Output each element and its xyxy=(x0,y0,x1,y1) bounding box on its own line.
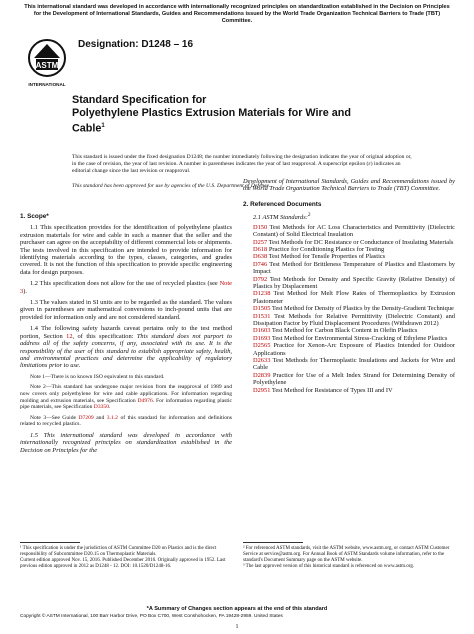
d3350-link[interactable]: D3350 xyxy=(93,404,110,411)
designation: Designation: D1248 – 16 xyxy=(78,39,194,50)
reference-code-link[interactable]: D1531 xyxy=(253,312,275,320)
footnote-2-mark: 2 xyxy=(307,212,311,219)
reference-item xyxy=(253,335,455,342)
title-line-2: Polyethylene Plastics Extrusion Materials for Wire and xyxy=(72,107,351,119)
reference-title: Test Method for Melt Flow Rates of Thermoplastics by Extrusion Plastometer xyxy=(253,290,455,305)
d4976-link[interactable]: D4976 xyxy=(137,397,153,404)
reference-item xyxy=(253,313,455,328)
scope-p2-text-b: ). xyxy=(23,287,27,295)
summary-of-changes-note: *A Summary of Changes section appears at the end of this standard xyxy=(146,606,328,612)
note-2-text-a: Note 2—This standard has undergone major revision from the reapproval of 1989 and now covers only polyethylene for wire and cable applications. For information regarding molding and extrusion materials, see Specification xyxy=(20,384,232,404)
reference-item xyxy=(253,290,455,305)
reference-title: Test Methods for AC Loss Characteristics and Permittivity (Dielectric Constant) of Solid Electrical Insulation xyxy=(253,223,456,239)
reference-item xyxy=(253,246,455,253)
title-line-3 xyxy=(72,120,432,136)
scope-p2-text-a: 1.2 This specification does not allow for the use of recycled plastics (see xyxy=(30,280,220,288)
reference-code-link[interactable]: D1603 xyxy=(253,327,272,335)
reference-item xyxy=(253,305,455,312)
d7209-link[interactable]: D7209 xyxy=(78,414,94,421)
note-3-link[interactable]: Note 3 xyxy=(20,280,232,295)
reference-item xyxy=(253,357,455,372)
reference-item xyxy=(253,276,455,291)
reference-code-link[interactable]: D1693 xyxy=(253,334,272,342)
reference-item xyxy=(253,224,455,239)
left-column xyxy=(20,205,232,458)
copyright-line: Copyright © ASTM International, 100 Barr Harbor Drive, PO Box C700, West Conshohocken, PA 19428-2959. United States xyxy=(20,614,283,619)
reference-code-link[interactable]: D1238 xyxy=(253,290,274,298)
references-heading: 2. Referenced Documents xyxy=(243,200,322,208)
safety-caveat: This standard does not purport to address all of the safety concerns, if any, associated with its use. It is the responsibility of the user of this standard to establish appropriate safety, health, and environmental practices and determine the applicability of regulatory limitations prior to use. xyxy=(20,332,232,370)
section-3-1-2-link[interactable]: 3.1.2 xyxy=(106,414,118,421)
reference-item xyxy=(253,253,455,260)
reference-item xyxy=(253,239,455,246)
reference-item xyxy=(253,261,455,276)
reference-code-link[interactable]: D2633 xyxy=(253,357,273,365)
scope-para-1-4 xyxy=(20,325,232,369)
footnote-1: ¹ This specification is under the jurisdiction of ASTM Committee D20 on Plastics and is the direct responsibility of Subcommittee D20.15 on Thermoplastic Materials. xyxy=(20,546,217,557)
logo-text: ASTM xyxy=(35,61,59,70)
note-2 xyxy=(20,384,232,410)
astm-standards-subheading xyxy=(253,212,455,222)
title-line-3-text: Cable xyxy=(72,122,102,135)
footnote-rule-left xyxy=(20,542,80,543)
reference-title: Test Method for Brittleness Temperature of Plastics and Elastomers by Impact xyxy=(253,260,456,276)
document-title xyxy=(72,94,432,136)
right-column xyxy=(243,178,455,394)
wto-continuation: Development of International Standards, Guides and Recommendations issued by the World Trade Organization Technical Barriers to Trade (TBT) Committee. xyxy=(243,178,455,193)
reference-item xyxy=(253,387,455,394)
reference-item xyxy=(253,327,455,334)
section-12-link[interactable]: 12 xyxy=(66,332,73,340)
note-2-text-b: . For information regarding plastic pipe materials, see Specification xyxy=(20,397,232,411)
astm-standards-label: 2.1 ASTM Standards: xyxy=(253,214,308,222)
reference-title: Test Method for Environmental Stress-Cracking of Ethylene Plastics xyxy=(271,334,448,342)
scope-p4-text-a: 1.4 The following safety hazards caveat pertains only to the test method portion, Section xyxy=(20,325,232,340)
reference-title: Test Method for Resistance of Types III and IV xyxy=(271,386,393,394)
astm-logo-icon xyxy=(26,36,68,92)
scope-heading: 1. Scope* xyxy=(20,213,49,220)
reference-title: Test Methods for Density and Specific Gravity (Relative Density) of Plastics by Displacement xyxy=(253,275,455,290)
reference-title: Test Methods for Relative Permittivity (Dielectric Constant) and Dissipation Factor by Fluid Displacement Procedures (Withdrawn 2012) xyxy=(253,312,455,328)
reference-title: Practice for Xenon-Arc Exposure of Plastics Intended for Outdoor Applications xyxy=(253,342,455,357)
note-3 xyxy=(20,415,232,428)
reference-title: Test Method for Carbon Black Content in Olefin Plastics xyxy=(271,327,418,335)
reference-title: Practice for Use of a Melt Index Strand for Determining Density of Polyethylene xyxy=(253,371,455,387)
note-2-text-c: . xyxy=(109,404,111,411)
note-3-text-c: of this standard for information and definitions related to recycled plastics. xyxy=(20,414,232,428)
reference-code-link[interactable]: D638 xyxy=(253,253,269,261)
reference-title: Test Methods for Thermoplastic Insulations and Jackets for Wire and Cable xyxy=(253,357,455,372)
note-3-text-b: and xyxy=(96,414,107,421)
reference-code-link[interactable]: D2565 xyxy=(253,342,274,350)
reference-code-link[interactable]: D2951 xyxy=(253,386,272,394)
reference-title: Practice for Conditioning Plastics for Testing xyxy=(268,245,385,253)
page-number: 1 xyxy=(235,624,239,630)
scope-para-1-5: 1.5 This international standard was developed in accordance with internationally recognized principles on standardization established in the Decision on Principles for the xyxy=(20,431,232,454)
reference-code-link[interactable]: D792 xyxy=(253,275,270,283)
reference-code-link[interactable]: D1505 xyxy=(253,305,272,313)
reference-code-link[interactable]: D150 xyxy=(253,223,270,231)
scope-para-1-1: 1.1 This specification provides for the identification of polyethylene plastics extrusion materials for wire and cable in such a manner that the seller and the purchaser can agree on the acceptability of different commercial lots or shipments. The tests involved in this specification are intended to provide information for identifying materials according to the types, classes, categories, and grades covered. It is not the function of this specification to provide specific engineering data for design purposes. xyxy=(20,224,232,276)
scope-para-1-2 xyxy=(20,280,232,295)
dod-approval-note: This standard has been approved for use by agencies of the U.S. Department of Defense. xyxy=(72,183,271,189)
note-1: Note 1—There is no known ISO equivalent to this standard. xyxy=(30,373,165,380)
scope-p4-text-b: , of this specification: xyxy=(72,332,137,340)
footnote-2: ² For referenced ASTM standards, visit the ASTM website, www.astm.org, or contact ASTM Customer Service at service@astm.org. For Annual Book of ASTM Standards volume information, refer to the standard's Document Summary page on the ASTM website. xyxy=(243,546,450,563)
footnote-1-edition: Current edition approved Nov. 15, 2016. Published December 2016. Originally approved in 1952. Last previous edition approved in 2012 as D1248 - 12. DOI: 10.1520/D1248-16. xyxy=(20,558,226,569)
footnotes-left xyxy=(20,546,232,570)
reference-item xyxy=(253,342,455,357)
footnote-rule-right xyxy=(243,542,303,543)
reference-code-link[interactable]: D746 xyxy=(253,260,270,268)
reference-code-link[interactable]: D257 xyxy=(253,238,269,246)
reference-code-link[interactable]: D2839 xyxy=(253,371,273,379)
title-line-1: Standard Specification for xyxy=(72,94,207,106)
wto-notice: This international standard was developed in accordance with internationally recognized principles on standardization established in the Decision on Principles for the Development of International Standards, Guides and Recommendations issued by the World Trade Organization Technical Barriers to Trade (TBT) Committee. xyxy=(24,4,450,24)
footnote-3: ³ The last approved version of this historical standard is referenced on www.astm.org. xyxy=(243,564,415,569)
note-3-text-a: Note 3—See Guide xyxy=(30,414,79,421)
footnotes-right xyxy=(243,546,455,570)
reference-title: Test Method for Density of Plastics by the Density-Gradient Technique xyxy=(271,305,454,313)
reference-list xyxy=(243,224,455,394)
reference-code-link[interactable]: D618 xyxy=(253,245,269,253)
logo-subtext: INTERNATIONAL xyxy=(28,82,66,87)
reference-title: Test Methods for DC Resistance or Conductance of Insulating Materials xyxy=(268,238,454,246)
title-footnote-mark: 1 xyxy=(101,123,105,129)
reference-item xyxy=(253,372,455,387)
issued-note: This standard is issued under the fixed designation D1248; the number immediately following the designation indicates the year of original adoption or, in the case of revision, the year of last revision. A number in parentheses indicates the year of last reapproval. A superscript epsilon (ε) indicates an editorial change since the last revision or reapproval. xyxy=(72,154,412,174)
scope-para-1-3: 1.3 The values stated in SI units are to be regarded as the standard. The values given in parentheses are mathematical conversions to inch-pound units that are provided for information only and are not considered standard. xyxy=(20,299,232,321)
reference-title: Test Method for Tensile Properties of Plastics xyxy=(268,253,386,261)
astm-logo xyxy=(26,36,68,92)
